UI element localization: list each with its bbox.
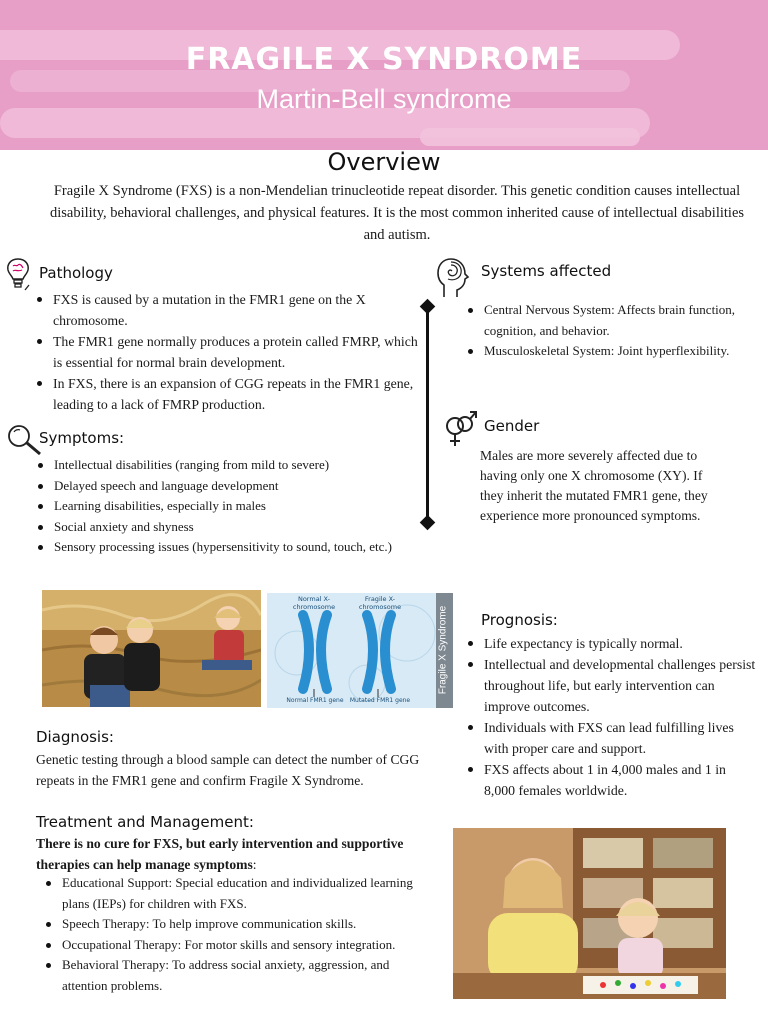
timeline-diamond xyxy=(420,515,436,531)
pathology-list xyxy=(35,289,420,415)
chromosome-illustration xyxy=(267,593,453,708)
list-item: The FMR1 gene normally produces a protein called FMRP, which is essential for normal brain development. xyxy=(35,331,420,373)
list-item: Behavioral Therapy: To address social anxiety, aggression, and attention problems. xyxy=(44,955,429,996)
header-banner xyxy=(0,0,768,150)
list-item: Central Nervous System: Affects brain function, cognition, and behavior. xyxy=(466,300,756,341)
fragile-chromosome-label: Fragile X-chromosome xyxy=(358,595,402,611)
chromosome-side-label: Fragile X Syndrome xyxy=(437,605,449,695)
overview-title: Overview xyxy=(327,148,441,176)
list-item: Intellectual and developmental challenges persist throughout life, but early intervention can improve outcomes. xyxy=(466,654,756,717)
list-item: Speech Therapy: To help improve communication skills. xyxy=(44,914,429,935)
treatment-title: Treatment and Management: xyxy=(36,813,254,831)
page-title: FRAGILE X SYNDROME xyxy=(185,42,583,77)
list-item: Occupational Therapy: For motor skills and sensory integration. xyxy=(44,935,429,956)
children-photo xyxy=(42,590,261,707)
symptoms-title: Symptoms: xyxy=(39,429,125,447)
list-item: Sensory processing issues (hypersensitivity to sound, touch, etc.) xyxy=(36,537,416,558)
treatment-intro-tail: : xyxy=(252,857,257,872)
list-item: FXS affects about 1 in 4,000 males and 1 in 8,000 females worldwide. xyxy=(466,759,756,801)
treatment-intro-bold: There is no cure for FXS, but early intervention and supportive therapies can help manage symptoms xyxy=(36,836,404,872)
list-item: Intellectual disabilities (ranging from mild to severe) xyxy=(36,455,416,476)
treatment-list xyxy=(44,873,429,996)
normal-gene-label: Normal FMR1 gene xyxy=(286,697,344,704)
speech-therapy-photo xyxy=(453,828,726,999)
list-item: Delayed speech and language development xyxy=(36,476,416,497)
list-item: Social anxiety and shyness xyxy=(36,517,416,538)
timeline-diamond xyxy=(420,299,436,315)
diagnosis-title: Diagnosis: xyxy=(36,728,114,746)
list-item: Educational Support: Special education and individualized learning plans (IEPs) for children with FXS. xyxy=(44,873,429,914)
overview-text: Fragile X Syndrome (FXS) is a non-Mendelian trinucleotide repeat disorder. This genetic condition causes intellectual disability, behavioral challenges, and physical features. It is the most common inherited cause of intellectual disabilities and autism. xyxy=(49,183,745,243)
timeline-line xyxy=(426,306,429,524)
gender-text: Males are more severely affected due to having only one X chromosome (XY). If they inherit the mutated FMR1 gene, they experience more pronounced symptoms. xyxy=(480,448,708,523)
prognosis-list xyxy=(466,633,756,801)
prognosis-title: Prognosis: xyxy=(481,611,558,629)
symptoms-list xyxy=(36,455,416,558)
head-profile-icon xyxy=(435,257,471,299)
list-item: Learning disabilities, especially in males xyxy=(36,496,416,517)
list-item: FXS is caused by a mutation in the FMR1 gene on the X chromosome. xyxy=(35,289,420,331)
normal-chromosome-label: Normal X-chromosome xyxy=(292,595,336,611)
magnifier-icon xyxy=(5,423,43,457)
list-item: Life expectancy is typically normal. xyxy=(466,633,756,654)
page-subtitle: Martin-Bell syndrome xyxy=(256,84,512,114)
gender-title: Gender xyxy=(484,417,540,435)
lightbulb-brain-icon xyxy=(5,257,31,291)
mutated-gene-label: Mutated FMR1 gene xyxy=(349,697,411,704)
list-item: Musculoskeletal System: Joint hyperflexibility. xyxy=(466,341,756,362)
systems-list xyxy=(466,300,756,362)
gender-symbols-icon xyxy=(443,408,479,448)
list-item: Individuals with FXS can lead fulfilling lives with proper care and support. xyxy=(466,717,756,759)
brush-stroke xyxy=(420,128,640,146)
treatment-intro xyxy=(36,833,426,875)
list-item: In FXS, there is an expansion of CGG repeats in the FMR1 gene, leading to a lack of FMRP production. xyxy=(35,373,420,415)
pathology-title: Pathology xyxy=(39,264,113,282)
diagnosis-text: Genetic testing through a blood sample can detect the number of CGG repeats in the FMR1 gene and confirm Fragile X Syndrome. xyxy=(36,752,420,788)
systems-title: Systems affected xyxy=(481,262,612,280)
